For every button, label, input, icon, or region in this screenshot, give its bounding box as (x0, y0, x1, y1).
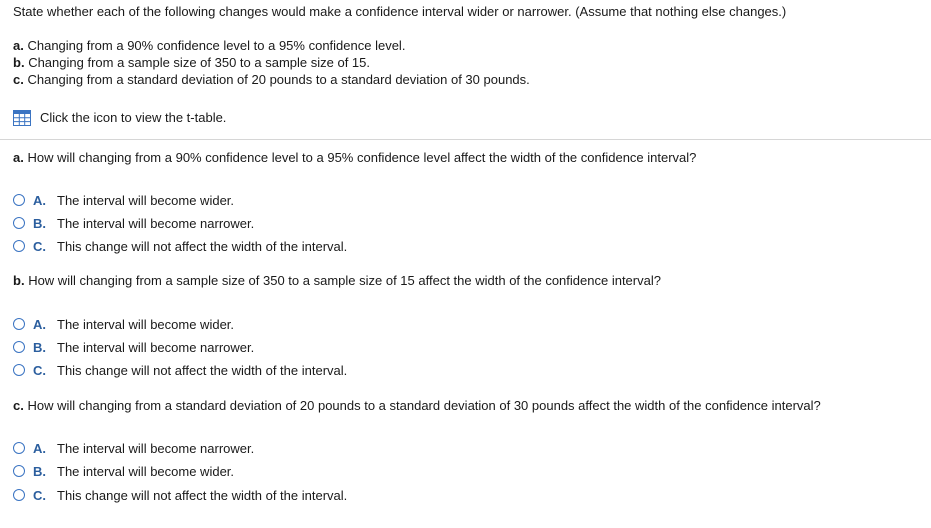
option-letter: B. (33, 339, 46, 355)
option-label[interactable]: This change will not affect the width of the interval. (57, 487, 348, 503)
option-letter: C. (33, 238, 46, 254)
question-b-option-c[interactable] (13, 361, 347, 379)
ttable-link[interactable] (13, 109, 226, 126)
question-a-option-c[interactable] (13, 237, 347, 255)
table-grid-icon[interactable] (13, 110, 31, 126)
question-c-option-a[interactable] (13, 439, 254, 457)
change-item-a (13, 37, 530, 54)
radio-button[interactable] (13, 194, 25, 206)
option-label[interactable]: The interval will become narrower. (57, 440, 255, 456)
divider (0, 139, 931, 140)
change-text: Changing from a 90% confidence level to a 95% confidence level. (27, 38, 406, 53)
option-label[interactable]: The interval will become narrower. (57, 215, 255, 231)
option-label[interactable]: This change will not affect the width of the interval. (57, 362, 348, 378)
option-label[interactable]: The interval will become wider. (57, 316, 235, 332)
option-letter: A. (33, 440, 46, 456)
question-a-option-a[interactable] (13, 191, 234, 209)
option-letter: A. (33, 192, 46, 208)
question-c-option-c[interactable] (13, 486, 347, 504)
option-label[interactable]: The interval will become wider. (57, 463, 235, 479)
radio-button[interactable] (13, 240, 25, 252)
changes-list (13, 37, 530, 88)
change-letter: c. (13, 72, 24, 87)
change-text: Changing from a standard deviation of 20 pounds to a standard deviation of 30 pounds. (27, 72, 530, 87)
question-letter: a. (13, 150, 24, 165)
instructions-text: State whether each of the following changes would make a confidence interval wider or narrower. (Assume that nothing else changes.) (13, 4, 787, 19)
option-letter: B. (33, 463, 46, 479)
option-letter: A. (33, 316, 46, 332)
option-letter: C. (33, 362, 46, 378)
radio-button[interactable] (13, 364, 25, 376)
question-c (13, 397, 821, 414)
option-letter: B. (33, 215, 46, 231)
radio-button[interactable] (13, 217, 25, 229)
option-label[interactable]: This change will not affect the width of the interval. (57, 238, 348, 254)
radio-button[interactable] (13, 465, 25, 477)
change-letter: b. (13, 55, 25, 70)
radio-button[interactable] (13, 318, 25, 330)
change-text: Changing from a sample size of 350 to a sample size of 15. (28, 55, 370, 70)
question-c-option-b[interactable] (13, 462, 234, 480)
radio-button[interactable] (13, 341, 25, 353)
question-b-option-a[interactable] (13, 315, 234, 333)
question-b (13, 272, 661, 289)
question-text: How will changing from a sample size of 350 to a sample size of 15 affect the width of the confidence interval? (28, 273, 661, 288)
question-a-option-b[interactable] (13, 214, 254, 232)
question-letter: b. (13, 273, 25, 288)
radio-button[interactable] (13, 489, 25, 501)
question-a (13, 149, 696, 166)
change-item-b (13, 54, 530, 71)
option-label[interactable]: The interval will become wider. (57, 192, 235, 208)
option-label[interactable]: The interval will become narrower. (57, 339, 255, 355)
question-b-option-b[interactable] (13, 338, 254, 356)
question-letter: c. (13, 398, 24, 413)
question-text: How will changing from a standard deviation of 20 pounds to a standard deviation of 30 pounds affect the width of the confidence interval? (27, 398, 821, 413)
change-item-c (13, 71, 530, 88)
ttable-link-label[interactable]: Click the icon to view the t-table. (40, 110, 227, 125)
option-letter: C. (33, 487, 46, 503)
change-letter: a. (13, 38, 24, 53)
question-text: How will changing from a 90% confidence level to a 95% confidence level affect the width of the confidence interval? (27, 150, 697, 165)
radio-button[interactable] (13, 442, 25, 454)
